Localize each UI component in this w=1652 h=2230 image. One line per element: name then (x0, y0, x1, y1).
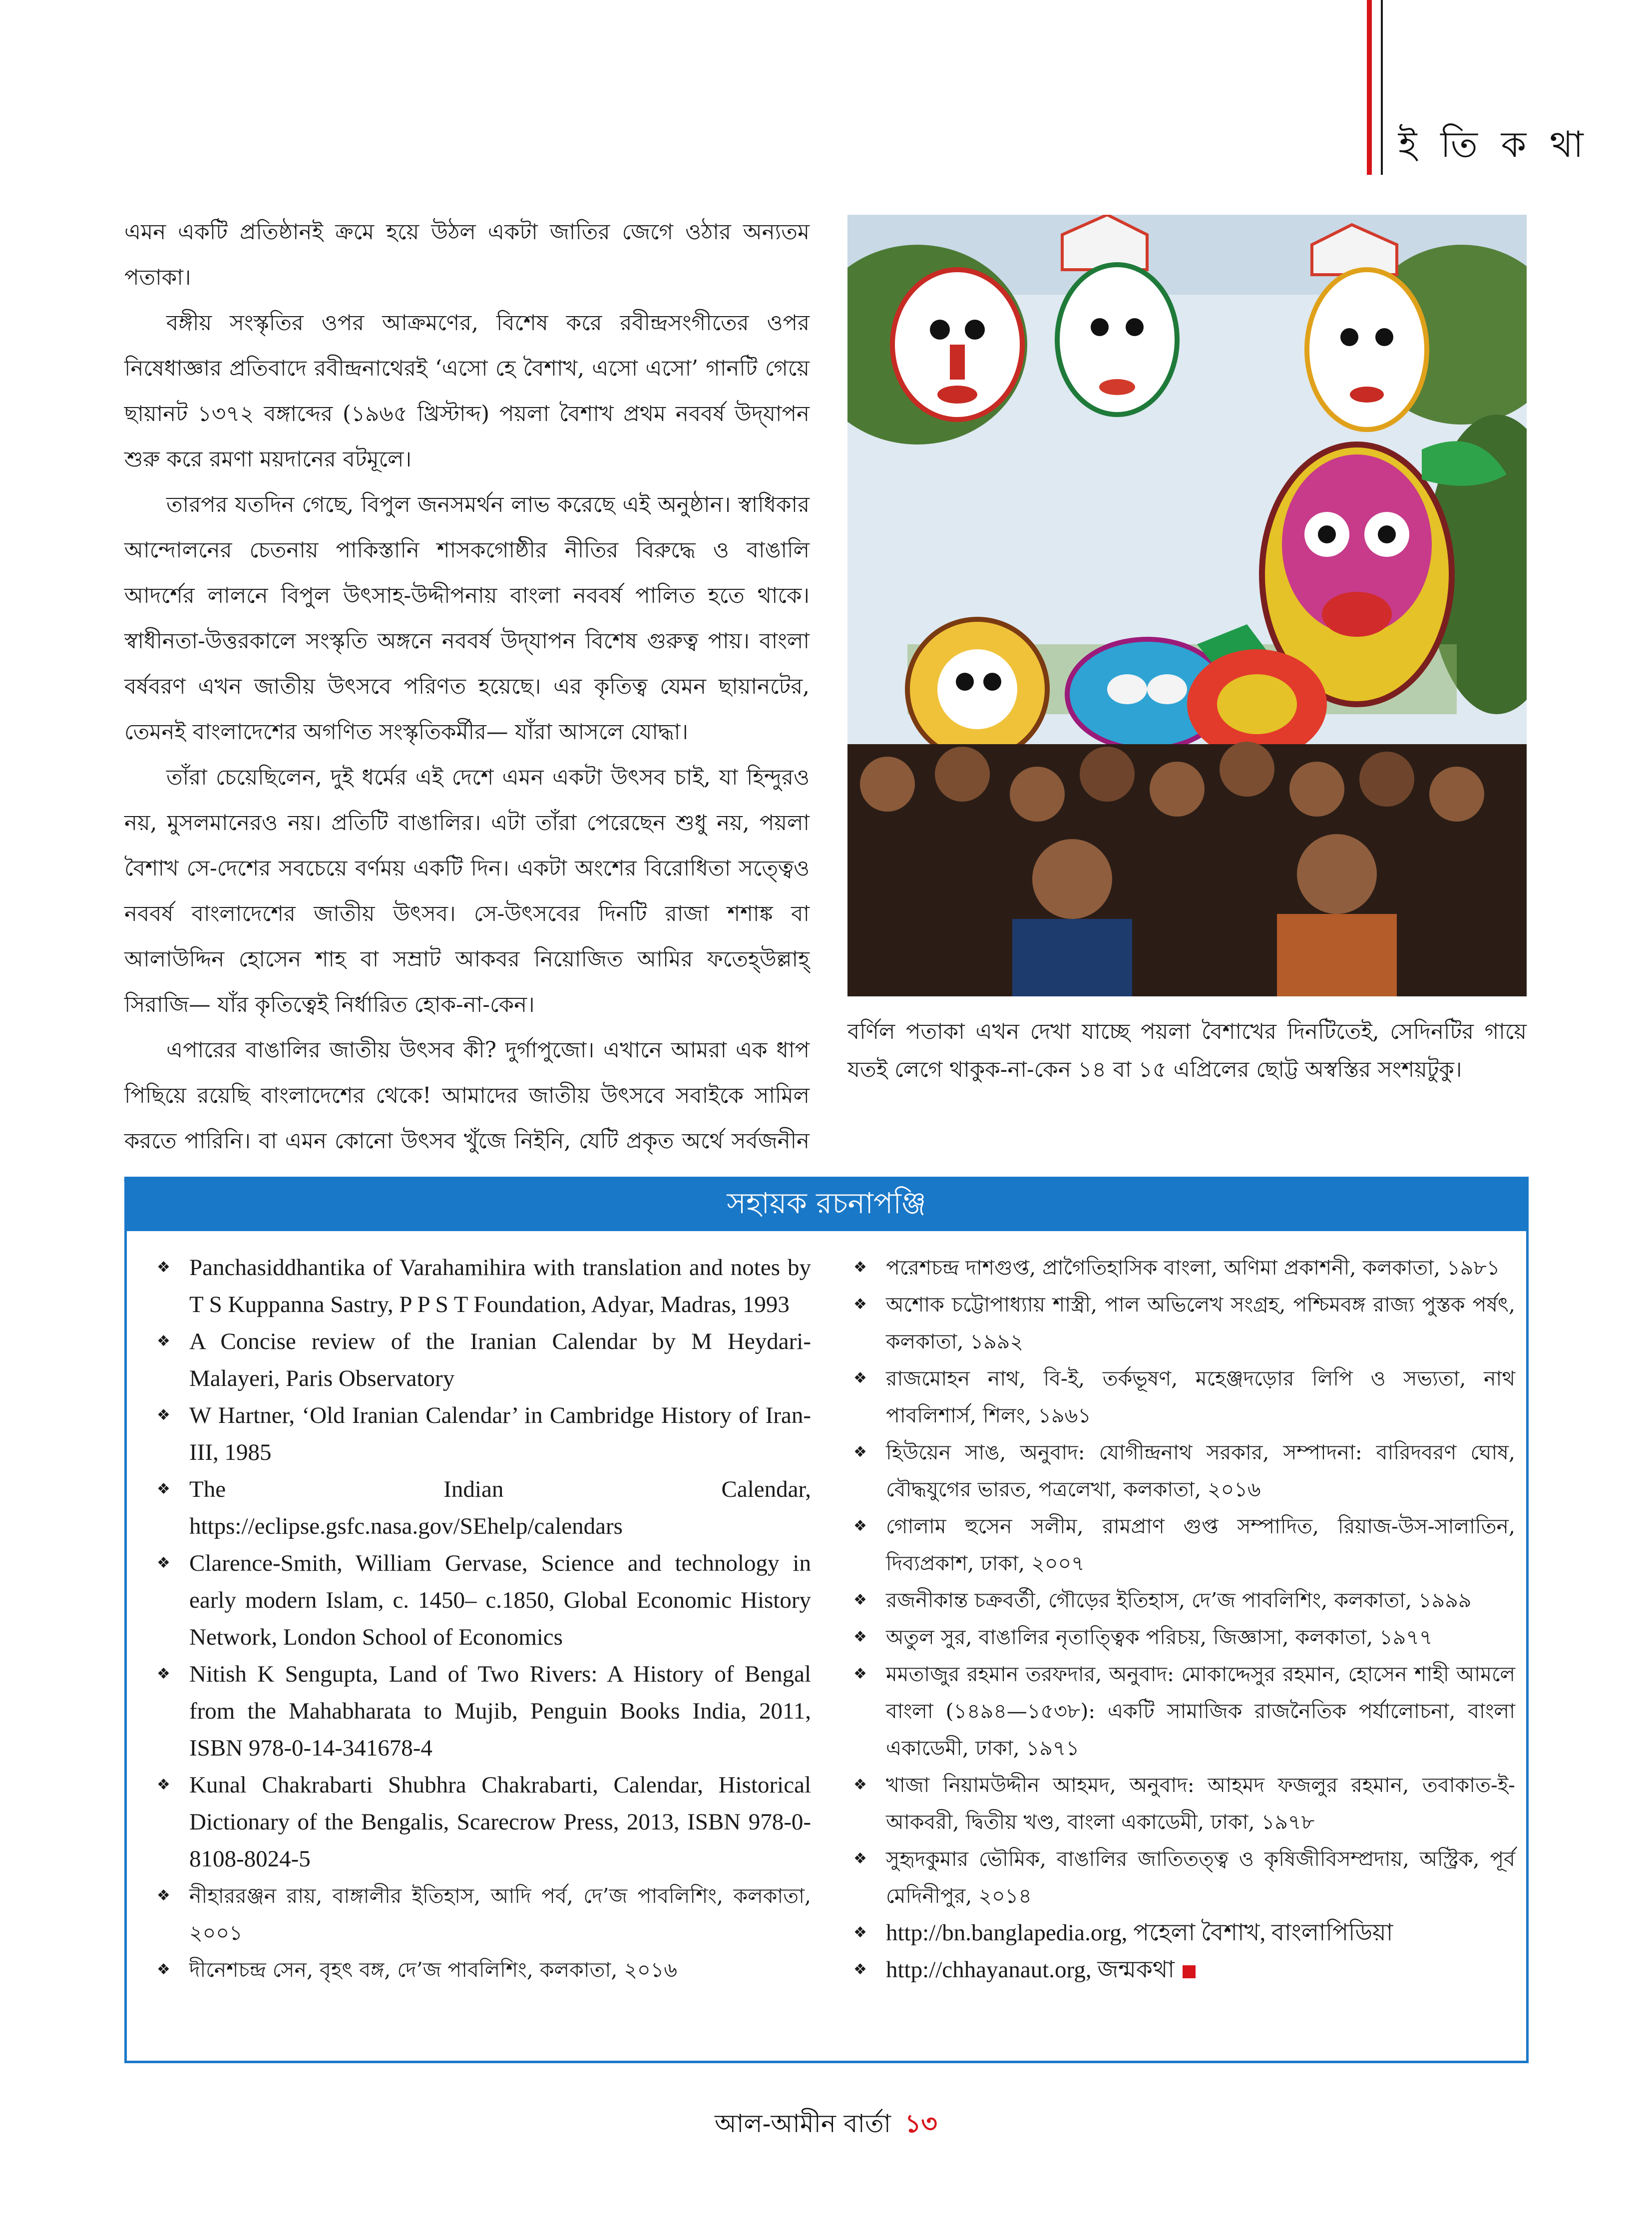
diamond-bullet-icon: ❖ (853, 1850, 867, 1867)
article-paragraph: তাঁরা চেয়েছিলেন, দুই ধর্মের এই দেশে এমন একটা উৎসব চাই, যা হিন্দুরও নয়, মুসলমানেরও নয়। প্রতিটি বাঙালির। এটা তাঁরা পেরেছেন শুধু নয়, পয়লা বৈশাখ সে-দেশের সবচেয়ে বর্ণময় একটি দিন। একটা অংশের বিরোধিতা সত্ত্বেও নববর্ষ বাংলাদেশের জাতীয় উৎসব। সে-উৎসবের দিনটি রাজা শশাঙ্ক বা আলাউদ্দিন হোসেন শাহ বা সম্রাট আকবর নিয়োজিত আমির ফতেহ্‌উল্লাহ্‌ সিরাজি— যাঁর কৃতিত্বেই নির্ধারিত হোক-না-কেন। (124, 765, 810, 1017)
diamond-bullet-icon: ❖ (853, 1776, 867, 1793)
diamond-bullet-icon: ❖ (157, 1665, 170, 1683)
diamond-bullet-icon: ❖ (853, 1591, 867, 1609)
reference-item: ❖ Clarence-Smith, William Gervase, Science and technology in early modern Islam, c. 1450– c.1850, Global Economic History Network, London School of Economics (142, 1545, 811, 1656)
diamond-bullet-icon: ❖ (157, 1259, 170, 1276)
diamond-bullet-icon: ❖ (853, 1369, 867, 1387)
page-footer (0, 2105, 1652, 2147)
reference-item: ❖ পরেশচন্দ্র দাশগুপ্ত, প্রাগৈতিহাসিক বাংলা, অণিমা প্রকাশনী, কলকাতা, ১৯৮১ (838, 1249, 1515, 1286)
reference-item: ❖ http://bn.banglapedia.org, পহেলা বৈশাখ, বাংলাপিডিয়া (838, 1914, 1515, 1951)
reference-item: ❖ খাজা নিয়ামউদ্দীন আহমদ, অনুবাদ: আহমদ ফজলুর রহমান, তবাকাত-ই-আকবরী, দ্বিতীয় খণ্ড, বাংলা একাডেমী, ঢাকা, ১৯৭৮ (838, 1767, 1515, 1840)
reference-item: ❖ রজনীকান্ত চক্রবর্তী, গৌড়ের ইতিহাস, দে’জ পাবলিশিং, কলকাতা, ১৯৯৯ (838, 1582, 1515, 1619)
reference-item: ❖ নীহাররঞ্জন রায়, বাঙ্গালীর ইতিহাস, আদি পর্ব, দে’জ পাবলিশিং, কলকাতা, ২০০১ (142, 1877, 811, 1951)
diamond-bullet-icon: ❖ (853, 1259, 867, 1276)
diamond-bullet-icon: ❖ (157, 1961, 170, 1978)
reference-item: ❖ Panchasiddhantika of Varahamihira with translation and notes by T S Kuppanna Sastry, P P S T Foundation, Adyar, Madras, 1993 (142, 1249, 811, 1323)
reference-item: ❖ Nitish K Sengupta, Land of Two Rivers: A History of Bengal from the Mahabharata to Mujib, Penguin Books India, 2011, ISBN 978-0-14-341678-4 (142, 1656, 811, 1767)
article-paragraph: এমন একটি প্রতিষ্ঠানই ক্রমে হয়ে উঠল একটা জাতির জেগে ওঠার অন্যতম পতাকা। (124, 220, 810, 290)
reference-item: ❖ অশোক চট্টোপাধ্যায় শাস্ত্রী, পাল অভিলেখ সংগ্রহ, পশ্চিমবঙ্গ রাজ্য পুস্তক পর্ষৎ, কলকাতা, ১৯৯২ (838, 1286, 1515, 1360)
diamond-bullet-icon: ❖ (853, 1924, 867, 1941)
reference-item: ❖ গোলাম হুসেন সলীম, রামপ্রাণ গুপ্ত সম্পাদিত, রিয়াজ-উস-সালাতিন, দিব্যপ্রকাশ, ঢাকা, ২০০৭ (838, 1508, 1515, 1582)
diamond-bullet-icon: ❖ (157, 1480, 170, 1498)
diamond-bullet-icon: ❖ (853, 1961, 867, 1978)
diamond-bullet-icon: ❖ (853, 1296, 867, 1313)
article-paragraph: তারপর যতদিন গেছে, বিপুল জনসমর্থন লাভ করেছে এই অনুষ্ঠান। স্বাধিকার আন্দোলনের চেতনায় পাকিস্তানি শাসকগোষ্ঠীর নীতির বিরুদ্ধে ও বাঙালি আদর্শের লালনে বিপুল উৎসাহ-উদ্দীপনায় বাংলা নববর্ষ পালিত হতে থাকে। স্বাধীনতা-উত্তরকালে সংস্কৃতি অঙ্গনে নববর্ষ উদ্‌যাপন বিশেষ গুরুত্ব পায়। বাংলা বর্ষবরণ এখন জাতীয় উৎসবে পরিণত হয়েছে। এর কৃতিত্ব যেমন ছায়ানটের, তেমনই বাংলাদেশের অগণিত সংস্কৃতিকর্মীর— যাঁরা আসলে যোদ্ধা। (124, 492, 810, 745)
section-rule-red (1367, 0, 1372, 175)
reference-item: ❖ Kunal Chakrabarti Shubhra Chakrabarti, Calendar, Historical Dictionary of the Bengalis, Scarecrow Press, 2013, ISBN 978-0-8108-8024-5 (142, 1767, 811, 1877)
diamond-bullet-icon: ❖ (157, 1333, 170, 1350)
bibliography-title: সহায়ক রচনাপঞ্জি (127, 1179, 1526, 1231)
reference-item: ❖ মমতাজুর রহমান তরফদার, অনুবাদ: মোকাদ্দেসুর রহমান, হোসেন শাহী আমলে বাংলা (১৪৯৪—১৫৩৮): একটি সামাজিক রাজনৈতিক পর্যালোচনা, বাংলা একাডেমী, ঢাকা, ১৯৭১ (838, 1656, 1515, 1767)
bibliography-right-column (838, 1249, 1515, 1988)
photo-caption: বর্ণিল পতাকা এখন দেখা যাচ্ছে পয়লা বৈশাখের দিনটিতেই, সেদিনটির গায়ে যতই লেগে থাকুক-না-কেন ১৪ বা ১৫ এপ্রিলের ছোট্ট অস্বস্তির সংশয়টুকু। (847, 1019, 1527, 1082)
festival-photo (847, 215, 1527, 996)
reference-item: ❖ রাজমোহন নাথ, বি-ই, তর্কভূষণ, মহেঞ্জদড়োর লিপি ও সভ্যতা, নাথ পাবলিশার্স, শিলং, ১৯৬১ (838, 1360, 1515, 1434)
reference-item: ❖ A Concise review of the Iranian Calendar by M Heydari-Malayeri, Paris Observatory (142, 1323, 811, 1397)
diamond-bullet-icon: ❖ (157, 1887, 170, 1904)
bibliography-box (124, 1177, 1529, 2063)
reference-item: ❖ W Hartner, ‘Old Iranian Calendar’ in Cambridge History of Iran-III, 1985 (142, 1397, 811, 1471)
reference-item: ❖ http://chhayanaut.org, জন্মকথা (838, 1951, 1515, 1988)
reference-item: ❖ The Indian Calendar, https://eclipse.gsfc.nasa.gov/SEhelp/calendars (142, 1471, 811, 1545)
diamond-bullet-icon: ❖ (157, 1406, 170, 1424)
end-square-icon (1183, 1965, 1196, 1978)
reference-item: ❖ সুহৃদকুমার ভৌমিক, বাঙালির জাতিতত্ত্ব ও কৃষিজীবিসম্প্রদায়, অস্ট্রিক, পূর্ব মেদিনীপুর, ২০১৪ (838, 1840, 1515, 1914)
diamond-bullet-icon: ❖ (853, 1517, 867, 1535)
diamond-bullet-icon: ❖ (853, 1665, 867, 1683)
page-number: ১৩ (904, 2109, 937, 2138)
bibliography-left-column (142, 1249, 811, 1988)
section-label: ই তি ক থা (1398, 123, 1590, 165)
diamond-bullet-icon: ❖ (853, 1628, 867, 1646)
article-paragraph: বঙ্গীয় সংস্কৃতির ওপর আক্রমণের, বিশেষ করে রবীন্দ্রসংগীতের ওপর নিষেধাজ্ঞার প্রতিবাদে রবীন্দ্রনাথেরই ‘এসো হে বৈশাখ, এসো এসো’ গানটি গেয়ে ছায়ানট ১৩৭২ বঙ্গাব্দের (১৯৬৫ খ্রিস্টাব্দ) পয়লা বৈশাখ প্রথম নববর্ষ উদ্‌যাপন শুরু করে রমণা ময়দানের বটমূলে। (124, 311, 810, 472)
reference-item: ❖ হিউয়েন সাঙ, অনুবাদ: যোগীন্দ্রনাথ সরকার, সম্পাদনা: বারিদবরণ ঘোষ, বৌদ্ধযুগের ভারত, পত্রলেখা, কলকাতা, ২০১৬ (838, 1434, 1515, 1508)
article-body (124, 210, 810, 1255)
diamond-bullet-icon: ❖ (157, 1554, 170, 1572)
magazine-name: আল-আমীন বার্তা (715, 2109, 891, 2138)
diamond-bullet-icon: ❖ (157, 1776, 170, 1793)
section-rule-black (1381, 0, 1383, 175)
diamond-bullet-icon: ❖ (853, 1443, 867, 1461)
article-paragraph: এপারের বাঙালির জাতীয় উৎসব কী? দুর্গাপুজো। এখানে আমরা এক ধাপ পিছিয়ে রয়েছি বাংলাদেশের থেকে! আমাদের জাতীয় উৎসবে সবাইকে সামিল করতে পারিনি। বা এমন কোনো উৎসব খুঁজে নিইনি, যেটি প্রকৃত অর্থে সর্বজনীন (124, 1038, 810, 1154)
reference-item: ❖ দীনেশচন্দ্র সেন, বৃহৎ বঙ্গ, দে’জ পাবলিশিং, কলকাতা, ২০১৬ (142, 1951, 811, 1988)
reference-item: ❖ অতুল সুর, বাঙালির নৃতাত্ত্বিক পরিচয়, জিজ্ঞাসা, কলকাতা, ১৯৭৭ (838, 1619, 1515, 1656)
